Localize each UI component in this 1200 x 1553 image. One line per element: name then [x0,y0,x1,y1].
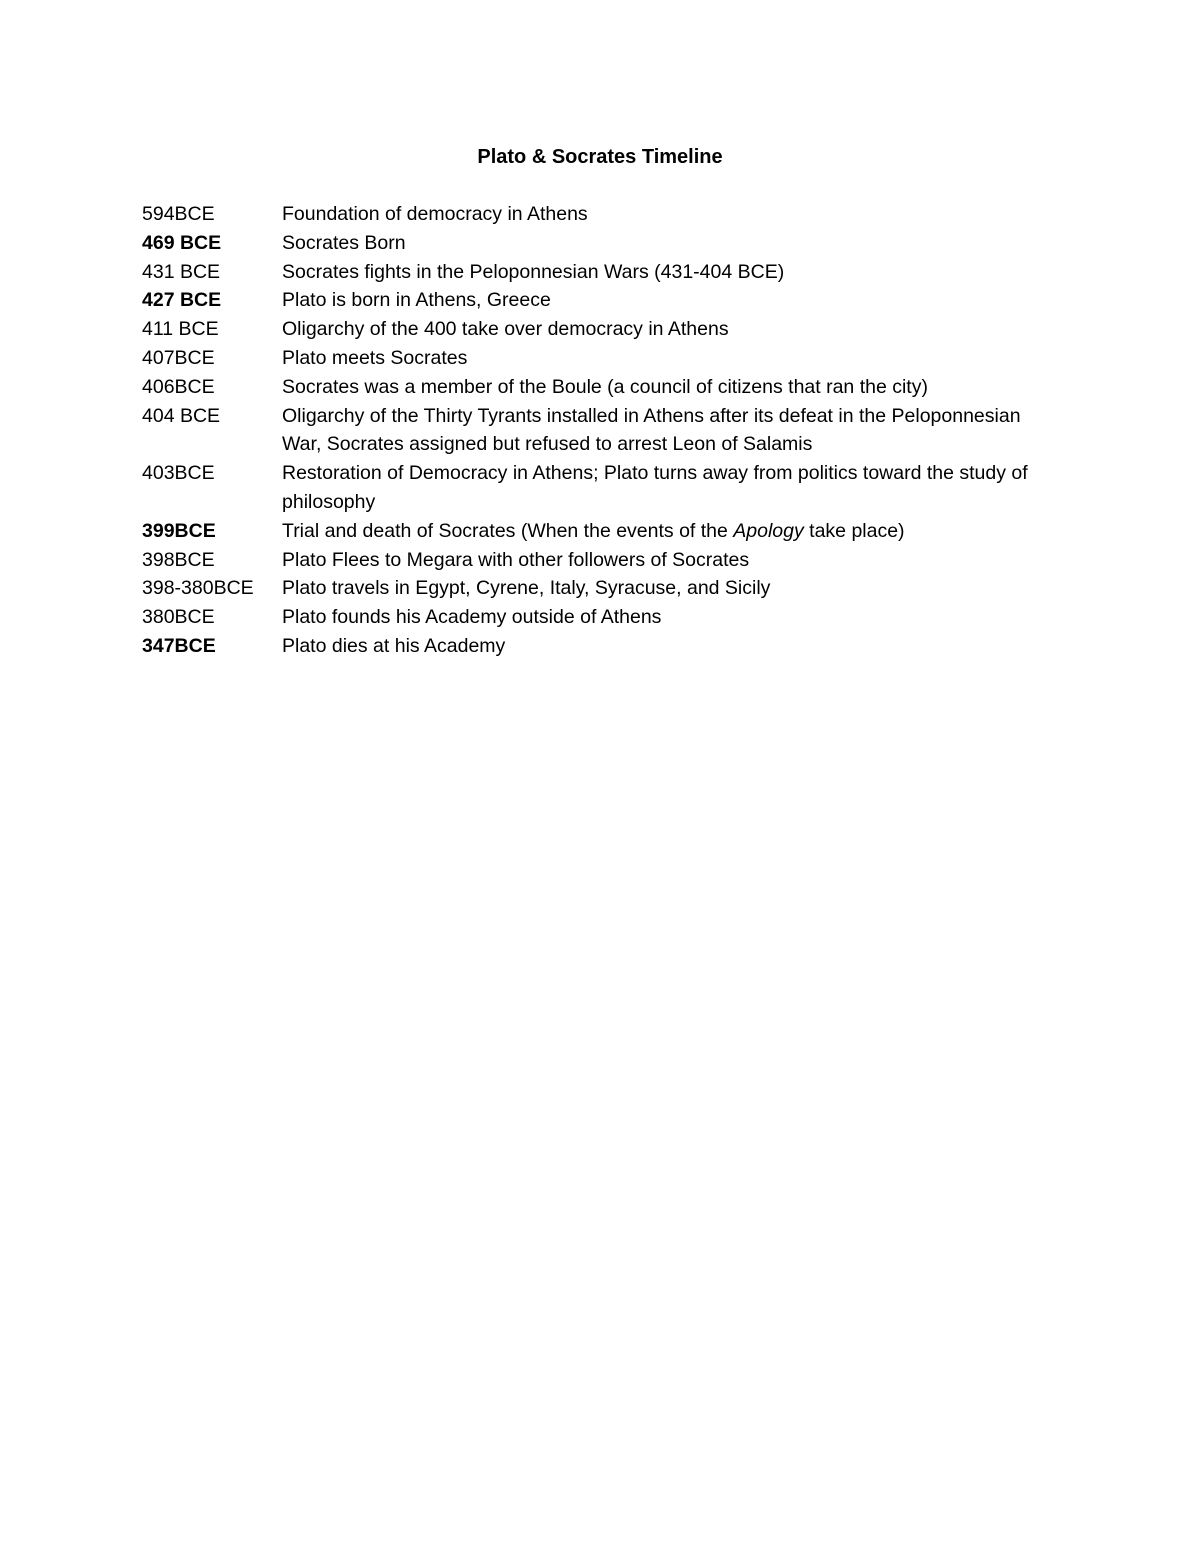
entry-date: 399BCE [142,519,216,542]
entry-date: 469 BCE [142,231,222,254]
event-italic-title: Apology [733,519,804,542]
entry-event: Plato travels in Egypt, Cyrene, Italy, Syracuse, and Sicily [282,577,771,600]
timeline-entry [142,258,1062,287]
entry-date: 403BCE [142,462,215,485]
entry-date: 411 BCE [142,318,219,341]
entry-date: 427 BCE [142,289,222,312]
entry-event: Plato dies at his Academy [282,634,506,657]
entry-event: Plato meets Socrates [282,346,468,369]
entry-event: Plato is born in Athens, Greece [282,289,551,312]
timeline-entry [142,459,1062,517]
timeline-entry [142,517,1062,546]
entry-event [282,517,1062,546]
timeline-entry [142,603,1062,632]
entry-event: Plato Flees to Megara with other followers of Socrates [282,548,750,571]
entry-date: 404 BCE [142,404,221,427]
entry-date: 431 BCE [142,260,221,283]
document-title: Plato & Socrates Timeline [477,146,723,168]
entry-event: Socrates was a member of the Boule (a council of citizens that ran the city) [282,375,928,398]
entry-event: Plato founds his Academy outside of Athens [282,606,662,629]
timeline-entry [142,344,1062,373]
entry-date: 398-380BCE [142,577,254,600]
timeline-entry [142,200,1062,229]
entry-date: 406BCE [142,375,215,398]
timeline-entry [142,286,1062,315]
timeline-list [142,200,1062,661]
entry-event: Restoration of Democracy in Athens; Plato turns away from politics toward the study of philosophy [282,462,1028,513]
entry-date: 407BCE [142,346,215,369]
timeline-entry [142,315,1062,344]
timeline-entry [142,402,1062,460]
event-text: take place) [803,519,905,542]
entry-event: Foundation of democracy in Athens [282,203,588,225]
entry-date: 398BCE [142,548,215,571]
timeline-entry [142,574,1062,603]
entry-date: 594BCE [142,203,215,225]
event-text: Trial and death of Socrates (When the events of the [282,519,734,542]
entry-date: 347BCE [142,634,216,657]
entry-event: Oligarchy of the Thirty Tyrants installed in Athens after its defeat in the Peloponnesian War, Socrates assigned but refused to arrest Leon of Salamis [282,404,1021,456]
entry-event: Oligarchy of the 400 take over democracy in Athens [282,318,729,341]
timeline-entry [142,229,1062,258]
timeline-entry [142,546,1062,575]
timeline-entry [142,632,1062,661]
entry-event: Socrates Born [282,231,406,254]
entry-date: 380BCE [142,606,215,629]
timeline-entry [142,373,1062,402]
entry-event: Socrates fights in the Peloponnesian Wars (431-404 BCE) [282,260,785,283]
